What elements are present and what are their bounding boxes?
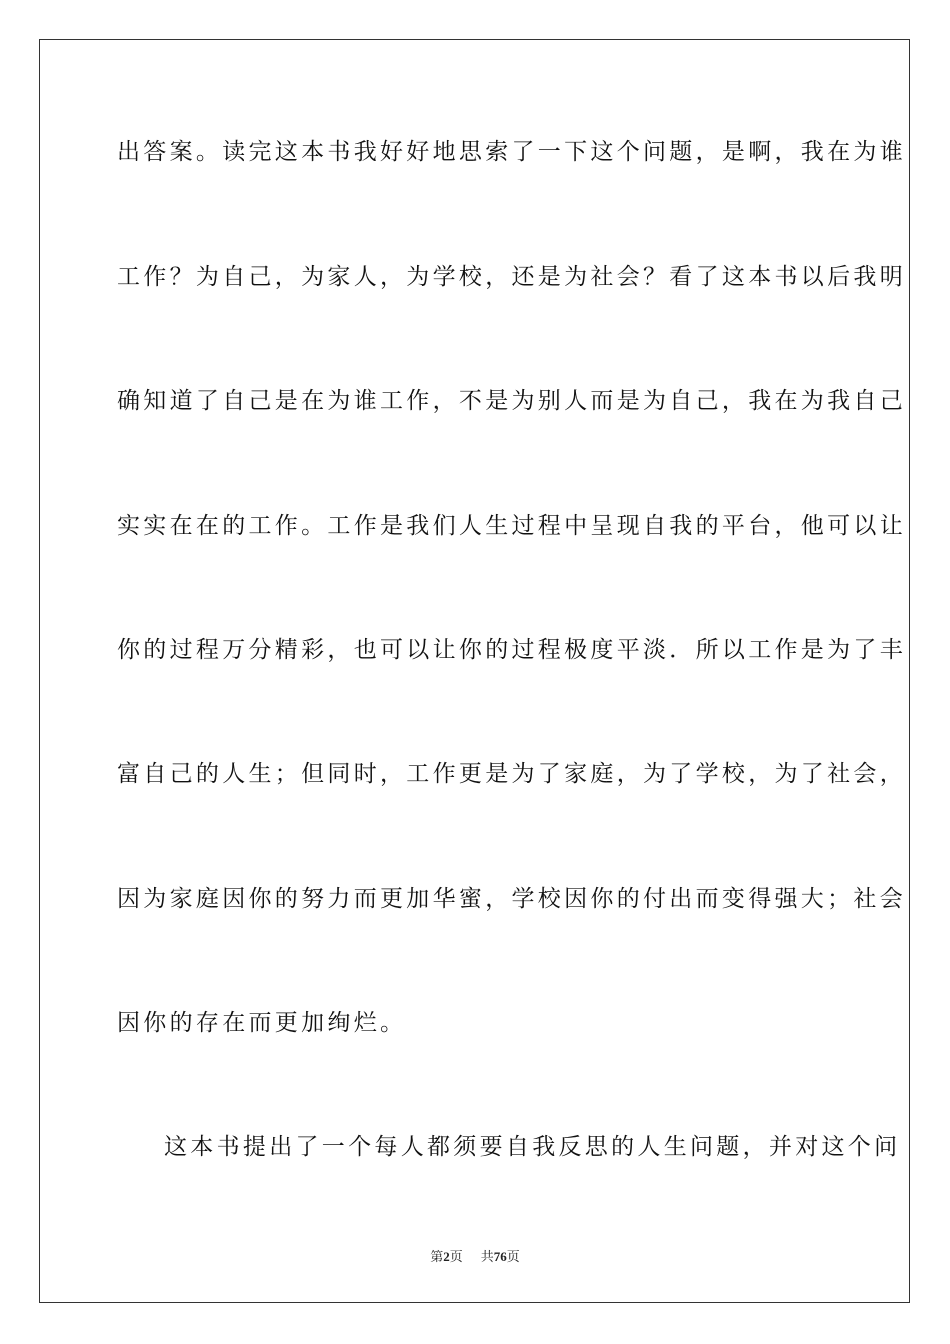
body-line-2: 工作？为自己，为家人，为学校，还是为社会？看了这本书以后我明 (117, 264, 906, 290)
body-line-4: 实实在在的工作。工作是我们人生过程中呈现自我的平台，他可以让 (117, 513, 906, 539)
page-suffix: 页 (449, 1250, 463, 1265)
total-suffix: 页 (506, 1250, 520, 1265)
body-line-7: 因为家庭因你的努力而更加华蜜，学校因你的付出而变得强大；社会 (117, 886, 906, 912)
body-line-6: 富自己的人生；但同时，工作更是为了家庭，为了学校，为了社会， (117, 761, 906, 787)
page-footer (0, 1246, 950, 1265)
body-line-9-paragraph-start: 这本书提出了一个每人都须要自我反思的人生问题，并对这个问 (164, 1134, 901, 1160)
page-number: 2 (443, 1249, 450, 1264)
body-line-3: 确知道了自己是在为谁工作，不是为别人而是为自己，我在为我自己 (117, 388, 906, 414)
page-prefix: 第 (430, 1250, 444, 1265)
body-line-5: 你的过程万分精彩，也可以让你的过程极度平淡．所以工作是为了丰 (117, 637, 906, 663)
total-pages: 76 (493, 1249, 507, 1264)
body-line-1: 出答案。读完这本书我好好地思索了一下这个问题，是啊，我在为谁 (117, 139, 906, 165)
total-prefix: 共 (480, 1250, 494, 1265)
body-line-8: 因你的存在而更加绚烂。 (117, 1010, 407, 1036)
page-frame (39, 39, 910, 1303)
